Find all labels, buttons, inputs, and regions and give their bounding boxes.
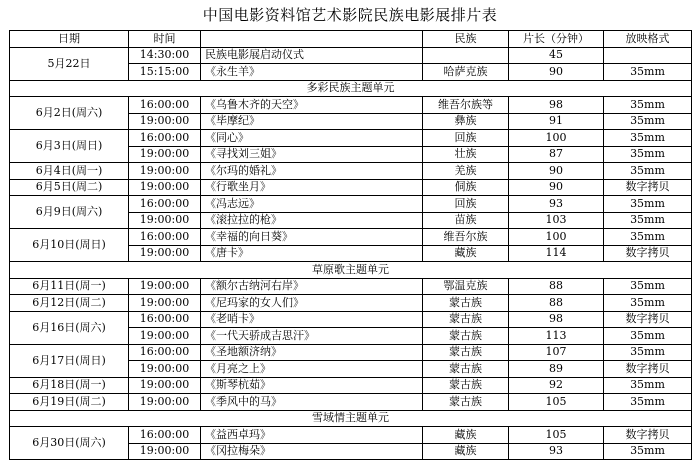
duration-cell: 98 xyxy=(509,311,604,328)
section-row xyxy=(10,80,692,97)
section-title: 多彩民族主题单元 xyxy=(10,80,692,97)
header-ethnicity: 民族 xyxy=(423,31,509,48)
format-cell: 35mm xyxy=(604,229,692,246)
format-cell: 35mm xyxy=(604,130,692,147)
format-cell: 35mm xyxy=(604,377,692,394)
table-row xyxy=(10,229,692,246)
duration-cell: 107 xyxy=(509,344,604,361)
header-format: 放映格式 xyxy=(604,31,692,48)
film-cell: 《寻找刘三姐》 xyxy=(201,146,423,163)
table-row xyxy=(10,394,692,411)
table-row xyxy=(10,427,692,444)
film-cell: 《月亮之上》 xyxy=(201,361,423,378)
format-cell: 35mm xyxy=(604,278,692,295)
format-cell: 35mm xyxy=(604,443,692,460)
header-film xyxy=(201,31,423,48)
date-cell: 6月19日(周二) xyxy=(10,394,129,411)
time-cell: 19:00:00 xyxy=(129,212,201,229)
film-cell: 《冈拉梅朵》 xyxy=(201,443,423,460)
format-cell: 数字拷贝 xyxy=(604,245,692,262)
date-cell: 6月9日(周六) xyxy=(10,196,129,229)
duration-cell: 45 xyxy=(509,47,604,64)
time-cell: 19:00:00 xyxy=(129,278,201,295)
film-cell: 《毕摩纪》 xyxy=(201,113,423,130)
table-row xyxy=(10,130,692,147)
ethnicity-cell: 鄂温克族 xyxy=(423,278,509,295)
header-time: 时间 xyxy=(129,31,201,48)
film-cell: 《幸福的向日葵》 xyxy=(201,229,423,246)
table-row xyxy=(10,377,692,394)
duration-cell: 103 xyxy=(509,212,604,229)
date-cell: 6月16日(周六) xyxy=(10,311,129,344)
duration-cell: 114 xyxy=(509,245,604,262)
table-row xyxy=(10,163,692,180)
duration-cell: 91 xyxy=(509,113,604,130)
format-cell: 数字拷贝 xyxy=(604,361,692,378)
film-cell: 《唐卡》 xyxy=(201,245,423,262)
schedule-table xyxy=(9,30,692,460)
table-row xyxy=(10,179,692,196)
date-cell: 6月3日(周日) xyxy=(10,130,129,163)
format-cell: 35mm xyxy=(604,163,692,180)
format-cell: 数字拷贝 xyxy=(604,311,692,328)
film-cell: 《斯琴杭茹》 xyxy=(201,377,423,394)
schedule-body xyxy=(10,47,692,460)
section-row xyxy=(10,262,692,279)
ethnicity-cell: 哈萨克族 xyxy=(423,64,509,81)
time-cell: 19:00:00 xyxy=(129,146,201,163)
time-cell: 19:00:00 xyxy=(129,295,201,312)
ethnicity-cell: 回族 xyxy=(423,130,509,147)
time-cell: 19:00:00 xyxy=(129,377,201,394)
date-cell: 6月2日(周六) xyxy=(10,97,129,130)
format-cell: 35mm xyxy=(604,394,692,411)
table-row xyxy=(10,278,692,295)
format-cell: 35mm xyxy=(604,212,692,229)
film-cell: 《额尔古纳河右岸》 xyxy=(201,278,423,295)
date-cell: 6月11日(周一) xyxy=(10,278,129,295)
film-cell: 《行歌坐月》 xyxy=(201,179,423,196)
date-cell: 6月30日(周六) xyxy=(10,427,129,460)
ethnicity-cell: 侗族 xyxy=(423,179,509,196)
duration-cell: 90 xyxy=(509,163,604,180)
film-cell: 《圣地额济纳》 xyxy=(201,344,423,361)
ethnicity-cell: 羌族 xyxy=(423,163,509,180)
date-cell: 6月17日(周日) xyxy=(10,344,129,377)
time-cell: 19:00:00 xyxy=(129,163,201,180)
duration-cell: 100 xyxy=(509,130,604,147)
date-cell: 6月10日(周日) xyxy=(10,229,129,262)
duration-cell: 88 xyxy=(509,278,604,295)
header-date: 日期 xyxy=(10,31,129,48)
duration-cell: 93 xyxy=(509,443,604,460)
time-cell: 16:00:00 xyxy=(129,97,201,114)
duration-cell: 105 xyxy=(509,394,604,411)
ethnicity-cell: 蒙古族 xyxy=(423,328,509,345)
format-cell: 35mm xyxy=(604,97,692,114)
time-cell: 19:00:00 xyxy=(129,113,201,130)
time-cell: 19:00:00 xyxy=(129,179,201,196)
film-cell: 《乌鲁木齐的天空》 xyxy=(201,97,423,114)
ethnicity-cell: 苗族 xyxy=(423,212,509,229)
header-duration: 片长（分钟） xyxy=(509,31,604,48)
date-cell: 6月5日(周二) xyxy=(10,179,129,196)
film-cell: 《尼玛家的女人们》 xyxy=(201,295,423,312)
duration-cell: 100 xyxy=(509,229,604,246)
ethnicity-cell: 蒙古族 xyxy=(423,311,509,328)
ethnicity-cell: 藏族 xyxy=(423,427,509,444)
film-cell: 《冯志远》 xyxy=(201,196,423,213)
film-cell: 《老哨卡》 xyxy=(201,311,423,328)
film-cell: 《永生羊》 xyxy=(201,64,423,81)
duration-cell: 89 xyxy=(509,361,604,378)
duration-cell: 88 xyxy=(509,295,604,312)
duration-cell: 90 xyxy=(509,64,604,81)
time-cell: 14:30:00 xyxy=(129,47,201,64)
time-cell: 19:00:00 xyxy=(129,245,201,262)
format-cell: 35mm xyxy=(604,344,692,361)
ethnicity-cell: 壮族 xyxy=(423,146,509,163)
page-title: 中国电影资料馆艺术影院民族电影展排片表 xyxy=(202,6,498,24)
duration-cell: 98 xyxy=(509,97,604,114)
duration-cell: 92 xyxy=(509,377,604,394)
ethnicity-cell: 彝族 xyxy=(423,113,509,130)
section-title: 草原歌主题单元 xyxy=(10,262,692,279)
time-cell: 19:00:00 xyxy=(129,394,201,411)
duration-cell: 90 xyxy=(509,179,604,196)
duration-cell: 87 xyxy=(509,146,604,163)
ethnicity-cell: 藏族 xyxy=(423,443,509,460)
ethnicity-cell: 蒙古族 xyxy=(423,295,509,312)
time-cell: 16:00:00 xyxy=(129,196,201,213)
time-cell: 16:00:00 xyxy=(129,427,201,444)
format-cell: 数字拷贝 xyxy=(604,179,692,196)
table-row xyxy=(10,295,692,312)
ethnicity-cell: 维吾尔族等 xyxy=(423,97,509,114)
time-cell: 16:00:00 xyxy=(129,130,201,147)
ethnicity-cell: 蒙古族 xyxy=(423,361,509,378)
section-row xyxy=(10,410,692,427)
time-cell: 16:00:00 xyxy=(129,344,201,361)
header-row xyxy=(10,31,692,48)
film-cell: 《一代天骄成吉思汗》 xyxy=(201,328,423,345)
duration-cell: 113 xyxy=(509,328,604,345)
film-cell: 《滚拉拉的枪》 xyxy=(201,212,423,229)
film-cell: 《同心》 xyxy=(201,130,423,147)
format-cell: 35mm xyxy=(604,295,692,312)
table-row xyxy=(10,344,692,361)
ethnicity-cell xyxy=(423,47,509,64)
date-cell: 6月18日(周一) xyxy=(10,377,129,394)
format-cell: 35mm xyxy=(604,146,692,163)
date-cell: 6月12日(周二) xyxy=(10,295,129,312)
film-cell: 《尔玛的婚礼》 xyxy=(201,163,423,180)
ethnicity-cell: 维吾尔族 xyxy=(423,229,509,246)
ethnicity-cell: 回族 xyxy=(423,196,509,213)
duration-cell: 93 xyxy=(509,196,604,213)
table-row xyxy=(10,47,692,64)
time-cell: 15:15:00 xyxy=(129,64,201,81)
time-cell: 16:00:00 xyxy=(129,311,201,328)
format-cell: 35mm xyxy=(604,196,692,213)
table-row xyxy=(10,196,692,213)
duration-cell: 105 xyxy=(509,427,604,444)
film-cell: 《季风中的马》 xyxy=(201,394,423,411)
table-row xyxy=(10,311,692,328)
film-cell: 民族电影展启动仪式 xyxy=(201,47,423,64)
film-cell: 《益西卓玛》 xyxy=(201,427,423,444)
format-cell: 数字拷贝 xyxy=(604,427,692,444)
ethnicity-cell: 蒙古族 xyxy=(423,377,509,394)
time-cell: 19:00:00 xyxy=(129,361,201,378)
time-cell: 19:00:00 xyxy=(129,328,201,345)
date-cell: 5月22日 xyxy=(10,47,129,80)
format-cell: 35mm xyxy=(604,64,692,81)
time-cell: 16:00:00 xyxy=(129,229,201,246)
date-cell: 6月4日(周一) xyxy=(10,163,129,180)
ethnicity-cell: 蒙古族 xyxy=(423,344,509,361)
ethnicity-cell: 藏族 xyxy=(423,245,509,262)
table-row xyxy=(10,97,692,114)
section-title: 雪域情主题单元 xyxy=(10,410,692,427)
ethnicity-cell: 蒙古族 xyxy=(423,394,509,411)
time-cell: 19:00:00 xyxy=(129,443,201,460)
format-cell: 35mm xyxy=(604,328,692,345)
format-cell xyxy=(604,47,692,64)
format-cell: 35mm xyxy=(604,113,692,130)
